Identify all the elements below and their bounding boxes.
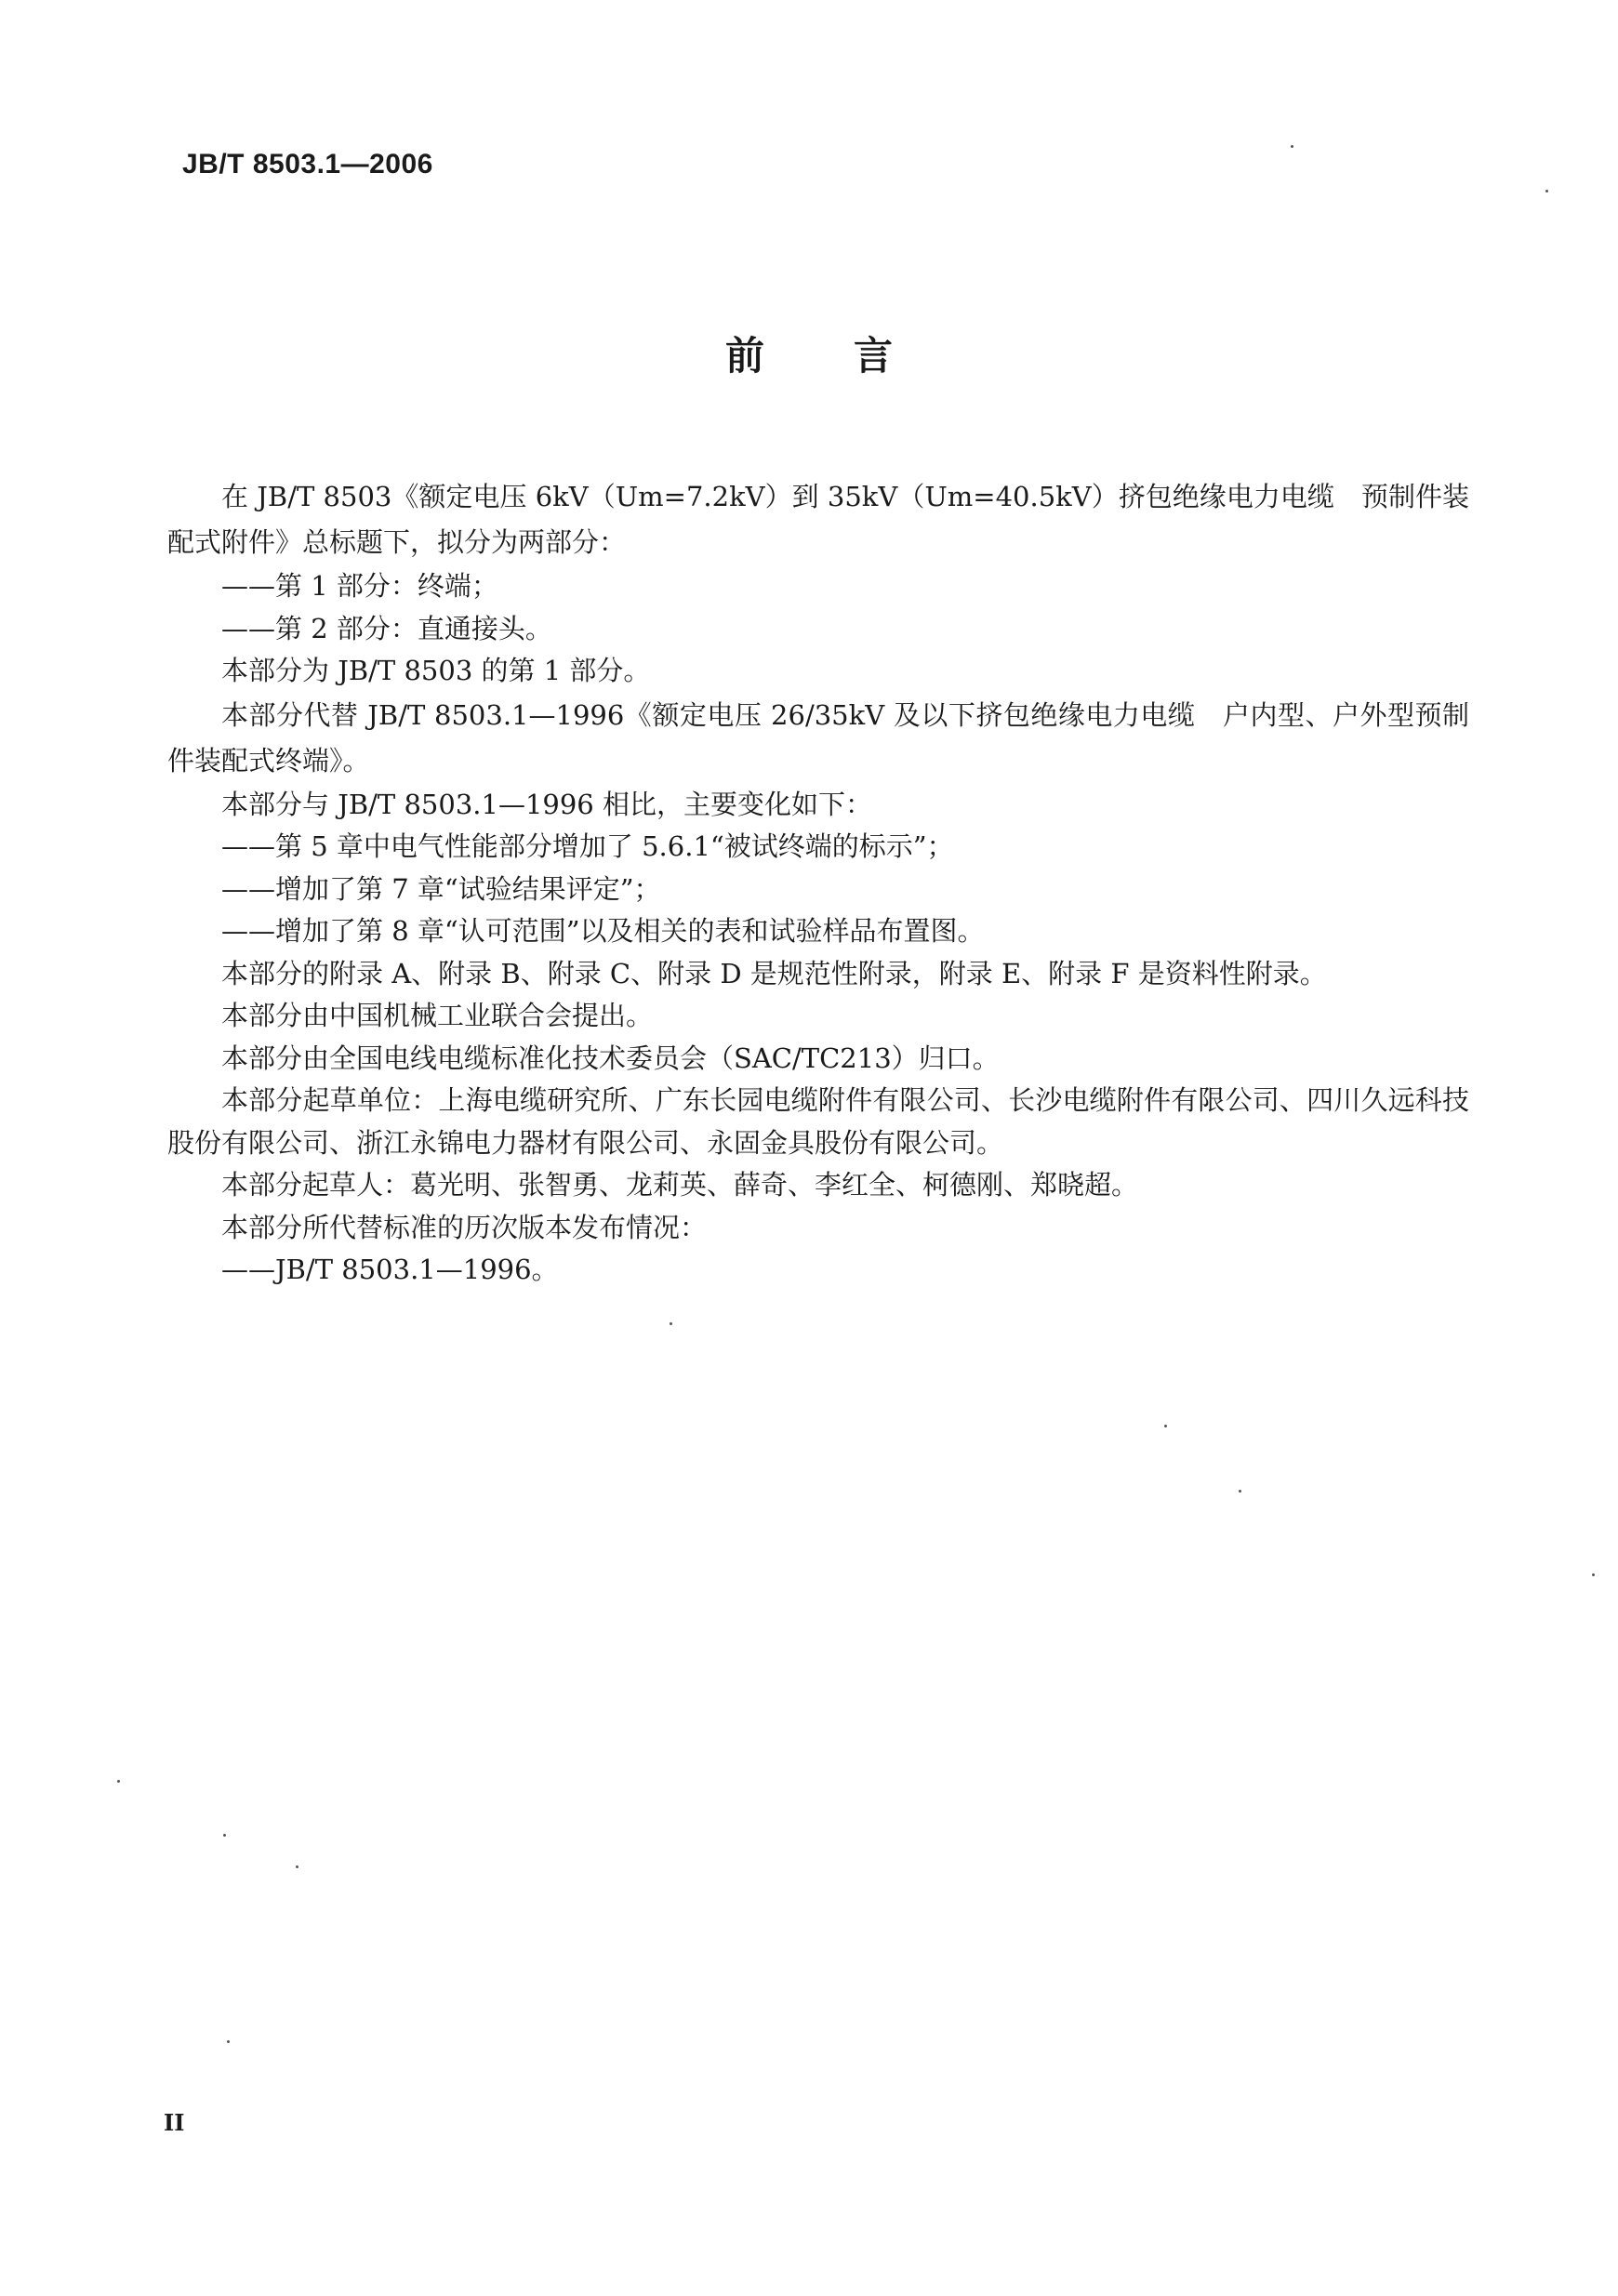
scan-speck: [117, 1780, 120, 1783]
list-item: ——增加了第 7 章“试验结果评定”；: [221, 872, 661, 905]
standard-code: JB/T 8503.1—2006: [182, 149, 433, 179]
intro-paragraph: 在 JB/T 8503《额定电压 6kV（Um=7.2kV）到 35kV（Um=40.5kV）挤包绝缘电力电缆 预制件装配式附件》总标题下，拟分为两部分：: [167, 481, 1469, 558]
list-item: ——第 5 章中电气性能部分增加了 5.6.1“被试终端的标示”；: [221, 830, 954, 862]
scan-speck: [296, 1865, 298, 1868]
scan-speck: [1592, 1573, 1595, 1576]
proposed-by-paragraph: 本部分由中国机械工业联合会提出。: [221, 1000, 654, 1031]
scan-speck: [1239, 1490, 1241, 1493]
annexes-paragraph: 本部分的附录 A、附录 B、附录 C、附录 D 是规范性附录，附录 E、附录 F 是资料性附录。: [221, 957, 1327, 989]
centralized-by-paragraph: 本部分由全国电线电缆标准化技术委员会（SAC/TC213）归口。: [221, 1042, 1000, 1074]
changes-intro-paragraph: 本部分与 JB/T 8503.1—1996 相比，主要变化如下：: [221, 788, 872, 820]
foreword-body: [167, 474, 1469, 1292]
page-title: 前言: [724, 333, 982, 378]
scan-speck: [670, 1322, 672, 1325]
drafting-units-paragraph: 本部分起草单位：上海电缆研究所、广东长园电缆附件有限公司、长沙电缆附件有限公司、四川久远科技股份有限公司、浙江永锦电力器材有限公司、永固金具股份有限公司。: [167, 1084, 1469, 1159]
list-item: ——增加了第 8 章“认可范围”以及相关的表和试验样品布置图。: [221, 915, 985, 947]
list-item: ——第 1 部分：终端；: [221, 570, 498, 602]
scan-speck: [223, 1834, 226, 1837]
page-number: II: [164, 2109, 185, 2136]
this-part-paragraph: 本部分为 JB/T 8503 的第 1 部分。: [221, 655, 651, 686]
list-item: ——第 2 部分：直通接头。: [221, 612, 552, 644]
scan-speck: [1545, 190, 1548, 192]
history-intro-paragraph: 本部分所代替标准的历次版本发布情况：: [221, 1211, 708, 1243]
scan-speck: [227, 2040, 230, 2043]
scan-speck: [1164, 1425, 1167, 1427]
scan-speck: [1291, 145, 1293, 148]
drafters-paragraph: 本部分起草人：葛光明、张智勇、龙莉英、薛奇、李红全、柯德刚、郑晓超。: [221, 1169, 1139, 1201]
list-item: ——JB/T 8503.1—1996。: [221, 1254, 559, 1285]
replaces-paragraph: 本部分代替 JB/T 8503.1—1996《额定电压 26/35kV 及以下挤包绝缘电力电缆 户内型、户外型预制件装配式终端》。: [167, 698, 1469, 776]
